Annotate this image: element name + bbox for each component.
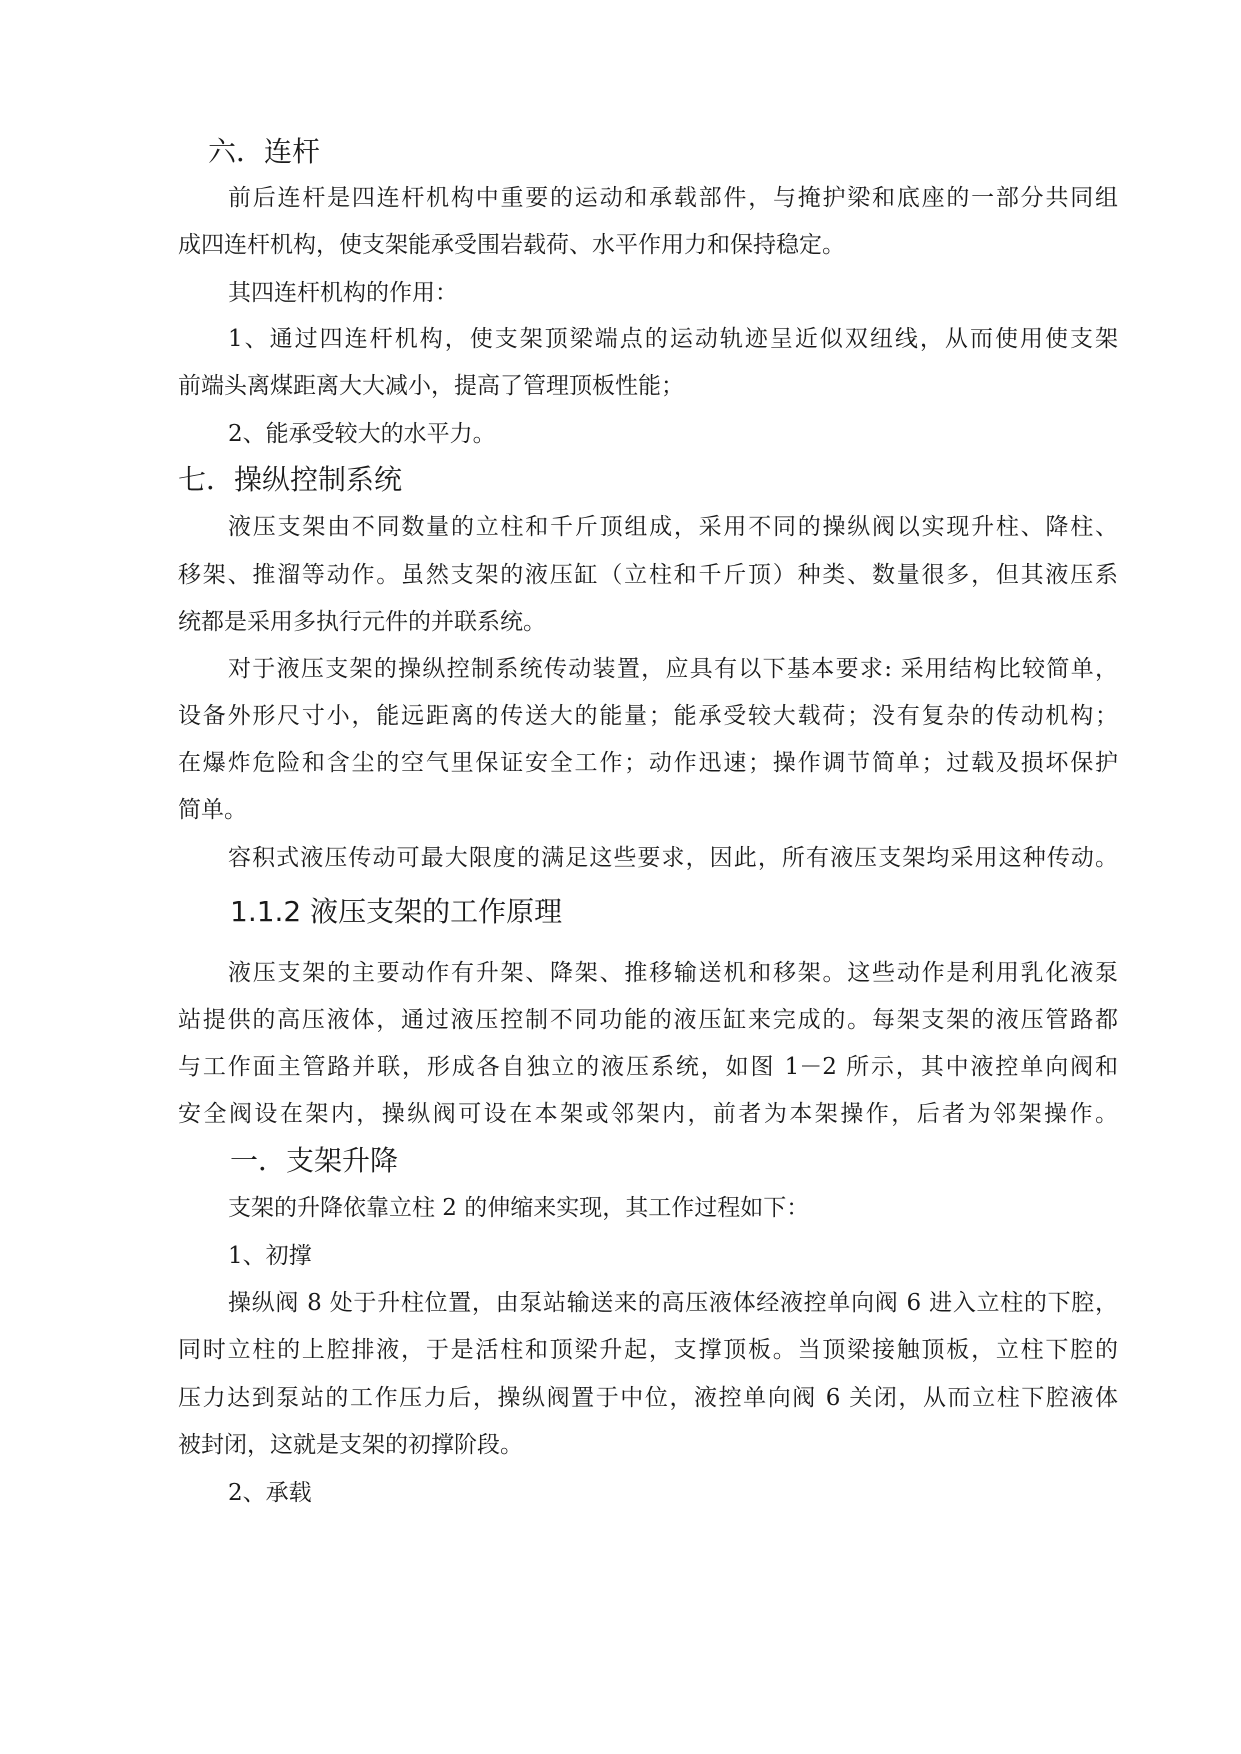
- paragraph-line: 成四连杆机构，使支架能承受围岩载荷、水平作用力和保持稳定。: [178, 232, 845, 258]
- paragraph-line: 对于液压支架的操纵控制系统传动装置，应具有以下基本要求: 采用结构比较简单，: [228, 656, 1118, 682]
- paragraph-line: 移架、推溜等动作。虽然支架的液压缸（立柱和千斤顶）种类、数量很多，但其液压系: [178, 562, 1118, 588]
- paragraph-line: 被封闭，这就是支架的初撑阶段。: [178, 1432, 523, 1458]
- list-item: 2、承载: [228, 1480, 312, 1506]
- paragraph-line: 设备外形尺寸小，能远距离的传送大的能量；能承受较大载荷；没有复杂的传动机构；: [178, 703, 1118, 729]
- section-heading-linkage: 六．连杆: [208, 135, 321, 168]
- paragraph-line: 操纵阀 8 处于升柱位置，由泵站输送来的高压液体经液控单向阀 6 进入立柱的下腔，: [228, 1290, 1118, 1316]
- paragraph-line: 站提供的高压液体，通过液压控制不同功能的液压缸来完成的。每架支架的液压管路都: [178, 1007, 1118, 1033]
- paragraph-line: 安全阀设在架内，操纵阀可设在本架或邻架内，前者为本架操作，后者为邻架操作。: [178, 1101, 1118, 1127]
- paragraph-line: 前后连杆是四连杆机构中重要的运动和承载部件，与掩护梁和底座的一部分共同组: [228, 185, 1118, 211]
- section-heading-control-system: 七．操纵控制系统: [178, 463, 403, 496]
- paragraph-line: 统都是采用多执行元件的并联系统。: [178, 609, 546, 635]
- paragraph-line: 液压支架的主要动作有升架、降架、推移输送机和移架。这些动作是利用乳化液泵: [228, 960, 1118, 986]
- paragraph-line: 液压支架由不同数量的立柱和千斤顶组成，采用不同的操纵阀以实现升柱、降柱、: [228, 514, 1118, 540]
- paragraph-line: 压力达到泵站的工作压力后，操纵阀置于中位，液控单向阀 6 关闭，从而立柱下腔液体: [178, 1385, 1118, 1411]
- subsection-heading-lift: 一．支架升降: [230, 1144, 399, 1177]
- paragraph-line: 前端头离煤距离大大减小，提高了管理顶板性能；: [178, 373, 684, 399]
- paragraph-line: 2、能承受较大的水平力。: [228, 421, 496, 447]
- paragraph-line: 在爆炸危险和含尘的空气里保证安全工作；动作迅速；操作调节简单；过载及损坏保护: [178, 750, 1118, 776]
- paragraph-line: 同时立柱的上腔排液，于是活柱和顶梁升起，支撑顶板。当顶梁接触顶板，立柱下腔的: [178, 1337, 1118, 1363]
- section-heading-working-principle: 1.1.2 液压支架的工作原理: [230, 895, 563, 928]
- paragraph-line: 支架的升降依靠立柱 2 的伸缩来实现，其工作过程如下：: [228, 1195, 810, 1221]
- list-item: 1、初撑: [228, 1243, 312, 1269]
- paragraph-line: 1、通过四连杆机构，使支架顶梁端点的运动轨迹呈近似双纽线，从而使用使支架: [228, 326, 1118, 352]
- paragraph-line: 简单。: [178, 797, 247, 823]
- paragraph-line: 与工作面主管路并联，形成各自独立的液压系统，如图 1－2 所示，其中液控单向阀和: [178, 1054, 1118, 1080]
- paragraph-line: 容积式液压传动可最大限度的满足这些要求，因此，所有液压支架均采用这种传动。: [228, 845, 1118, 871]
- paragraph-line: 其四连杆机构的作用：: [228, 280, 458, 306]
